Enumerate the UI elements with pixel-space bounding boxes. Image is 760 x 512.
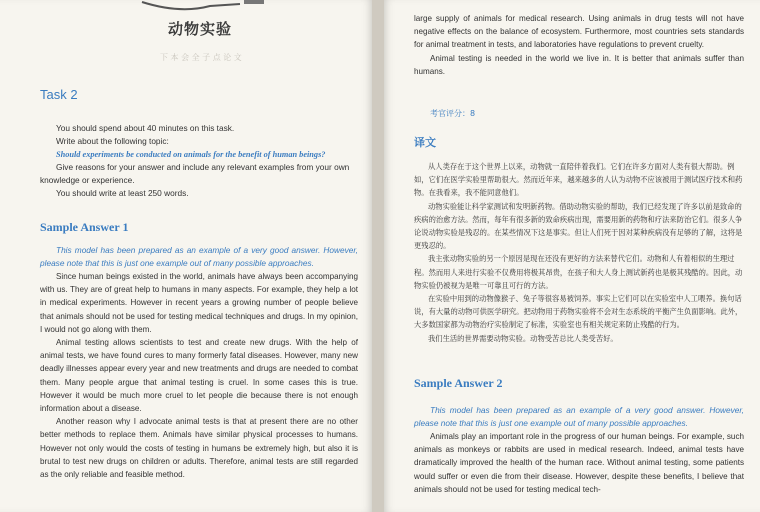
model-note: This model has been prepared as an example of a very good answer. However, please note that this is just one example out of many possible approaches. [40,245,358,268]
paragraph: Another reason why I advocate animal tests is that at present there are no other better methods to replace them. Animals have similar physical processes to humans. However not only would the costs of testing in humans be extremely high, but also it is brutal to test new drugs on children or adults. Therefore, animal tests are still regarded as the only reliable and feasible method. [40,417,358,480]
header-decoration [140,0,270,14]
paragraph: large supply of animals for medical research. Using animals in drug tests will not have negative effects on the balance of ecosystem. Furthermore, most countries sets standards for animal treatment in tests, and laboratories have regulations to prevent cruelty. [414,14,744,50]
sample-answer-1-title: Sample Answer 1 [40,220,129,234]
show-through-heading: 下 本 会 全 子 点 论 文 [160,53,242,62]
paragraph: Animal testing is needed in the world we live in. It is better that animals suffer than humans. [414,53,744,76]
essay-question: Should experiments be conducted on animals for the benefit of human beings? [56,150,326,159]
book-gutter [372,0,384,512]
instruction-topic: Write about the following topic: [56,136,169,146]
examiner-score: 考官评分：8 [430,109,476,118]
sample-answer-2-body [414,404,744,496]
translation-paragraph: 我主张动物实验的另一个原因是现在还没有更好的方法来替代它们。动物和人有着相似的生理过程。然而用人来进行实验不仅费用将极其昂贵，在孩子和大人身上测试新药也是极其残酷的。因此，动物实验仍被视为是唯一可靠且可行的方法。 [414,254,743,290]
model-note: This model has been prepared as an example of a very good answer. However, please note that this is just one example out of many possible approaches. [414,405,744,428]
left-page [0,0,372,512]
translation-paragraph: 从人类存在于这个世界上以来，动物就一直陪伴着我们。它们在许多方面对人类有很大帮助。例如，它们在医学实验里帮助很大。然而近年来，越来越多的人认为动物不应该被用于测试医疗技术和药物。在我看来，我不能同意他们。 [414,162,743,198]
sample-answer-1-body [40,244,358,481]
translation-title: 译文 [414,136,436,149]
chinese-translation [414,160,744,345]
instruction-length: You should write at least 250 words. [56,188,189,198]
sample-answer-2-title: Sample Answer 2 [414,376,503,390]
paragraph: Animals play an important role in the progress of our human beings. For example, such animals as monkeys or rabbits are used in medical research. Indeed, animal tests have dramatically improved the health of the human race. Without animal testing, some patients would suffer or even die from their disease. However, despite these benefits, I believe that animals should not be used for testing medical tech- [414,432,744,494]
instruction-reasons: Give reasons for your answer and include any relevant examples from your own knowledge or experience. [40,162,350,185]
translation-paragraph: 动物实验能让科学家测试和发明新药物。借助动物实验的帮助，我们已经发现了许多以前是致命的疾病的治愈方法。然而，每年有很多新的致命疾病出现，需要用新的药物和疗法来防治它们。很多人争论说动物实验是残忍的。在某些情况下这是事实。但让人们死于因对某种疾病没有足够的了解，这将是更残忍的。 [414,201,743,251]
translation-paragraph: 我们生活的世界需要动物实验。动物受苦总比人类受苦好。 [428,333,618,343]
paragraph: Since human beings existed in the world, animals have always been accompanying with us. They are of great help to humans in many aspects. For example, they help a lot in medical experiments. However in recent years a growing number of people believe that animals should not be used for testing medical techniques and drugs. In my opinion, I would not go along with them. [40,272,358,334]
translation-paragraph: 在实验中用到的动物像猴子、兔子等很容易被饲养。事实上它们可以在实验室中人工喂养。换句话说，有大量的动物可供医学研究。把动物用于药物实验将不会对生态系统的平衡产生负面影响。此外，大多数国家都为动物治疗实验制定了标准，实验室也有相关规定来防止残酷的行为。 [414,294,743,330]
task-instructions [40,122,360,200]
sample-answer-1-continued [414,12,744,78]
paragraph: Animal testing allows scientists to test and create new drugs. With the help of animal tests, we have found cures to many formerly fatal diseases. However, many new deadly illnesses appear every year and new treatments and drugs are needed to combat them. Many people argue that animal testing is cruel. In some cases this is true. However it would be much more cruel to let people die because there is not enough information about a disease. [40,338,358,414]
task-title: Task 2 [40,87,78,102]
chapter-title: 动物实验 [168,20,233,38]
instruction-time: You should spend about 40 minutes on this task. [56,123,235,133]
